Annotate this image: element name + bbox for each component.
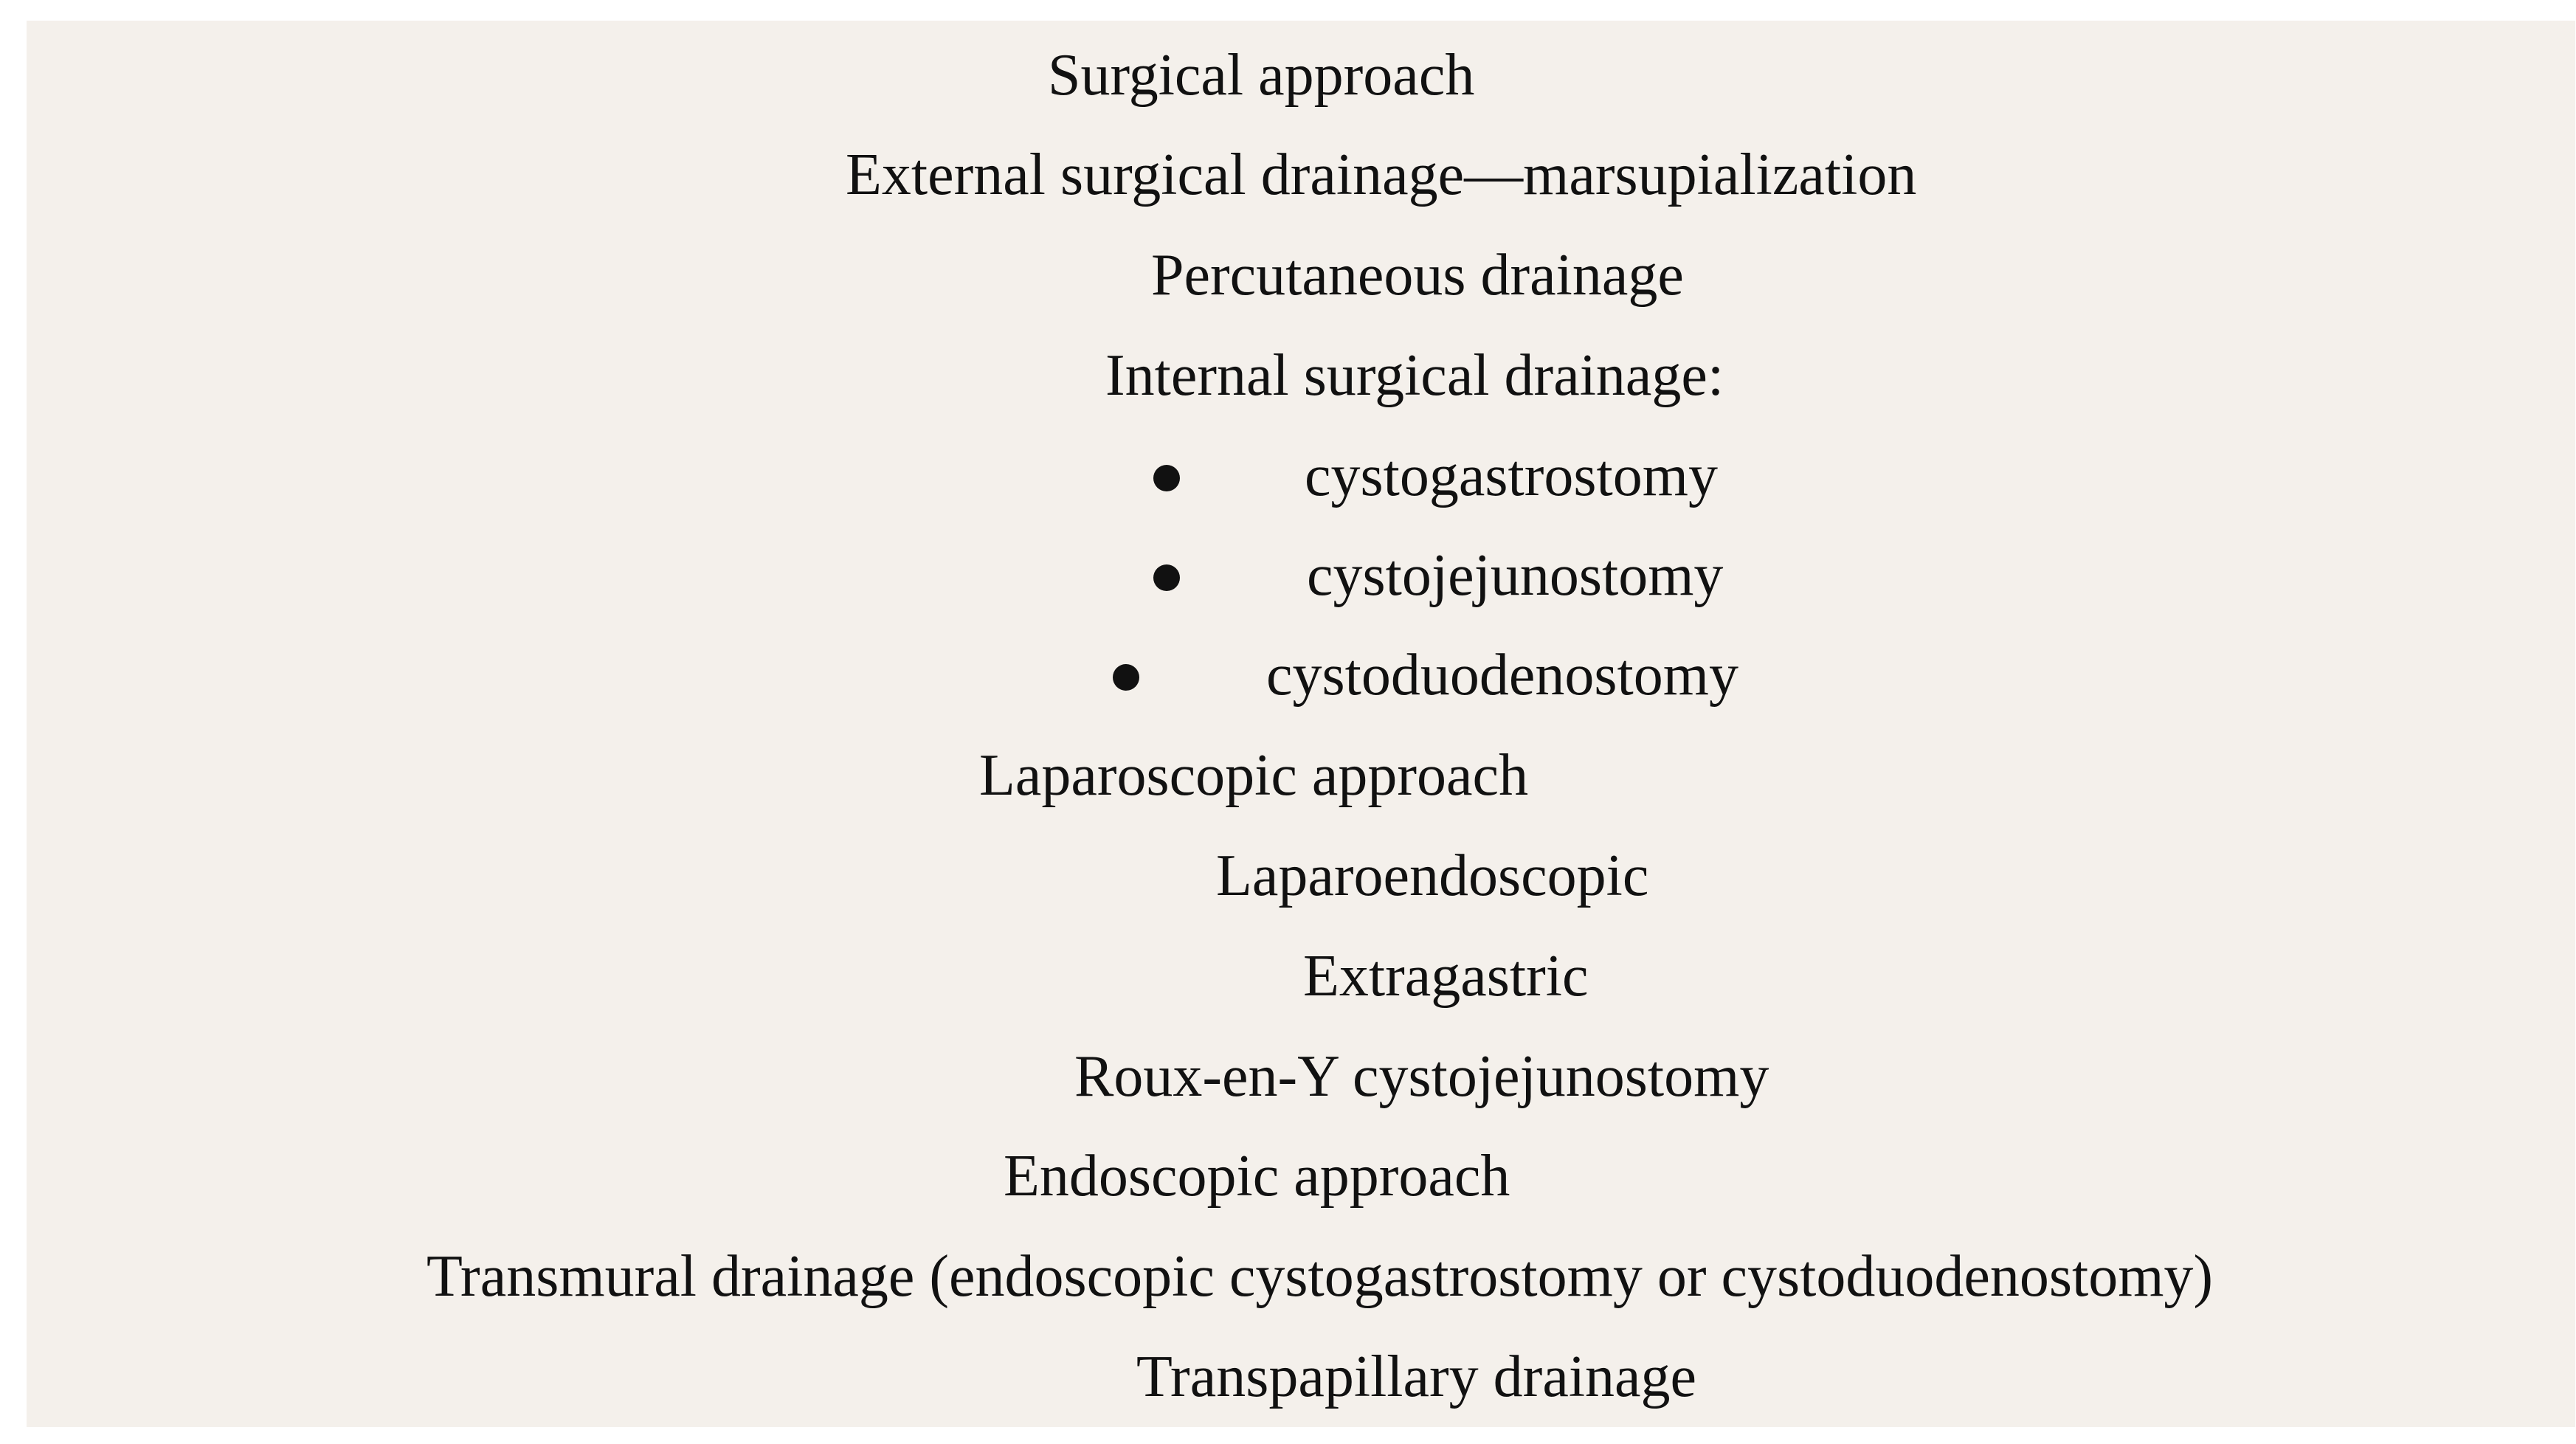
sub-item-cystoduodenostomy: cystoduodenostomy — [1266, 643, 1738, 708]
item-percutaneous-drainage: Percutaneous drainage — [1151, 243, 1684, 308]
item-internal-surgical-drainage: Internal surgical drainage: — [1105, 343, 1724, 408]
item-external-surgical-drainage: External surgical drainage—marsupialization — [846, 142, 1917, 207]
content-panel — [27, 21, 2575, 1427]
section-heading-laparoscopic: Laparoscopic approach — [979, 743, 1529, 808]
bullet-icon — [1153, 564, 1180, 591]
item-roux-en-y: Roux-en-Y cystojejunostomy — [1074, 1044, 1769, 1109]
item-extragastric: Extragastric — [1303, 944, 1589, 1009]
item-transpapillary-drainage: Transpapillary drainage — [1136, 1344, 1697, 1409]
bullet-icon — [1153, 465, 1180, 491]
bullet-icon — [1113, 664, 1139, 691]
item-transmural-drainage: Transmural drainage (endoscopic cystogastrostomy or cystoduodenostomy) — [427, 1244, 2214, 1309]
section-heading-endoscopic: Endoscopic approach — [1004, 1144, 1510, 1209]
sub-item-cystojejunostomy: cystojejunostomy — [1307, 543, 1724, 608]
section-heading-surgical: Surgical approach — [1048, 43, 1475, 108]
sub-item-cystogastrostomy: cystogastrostomy — [1305, 443, 1718, 508]
item-laparoendoscopic: Laparoendoscopic — [1216, 843, 1649, 908]
